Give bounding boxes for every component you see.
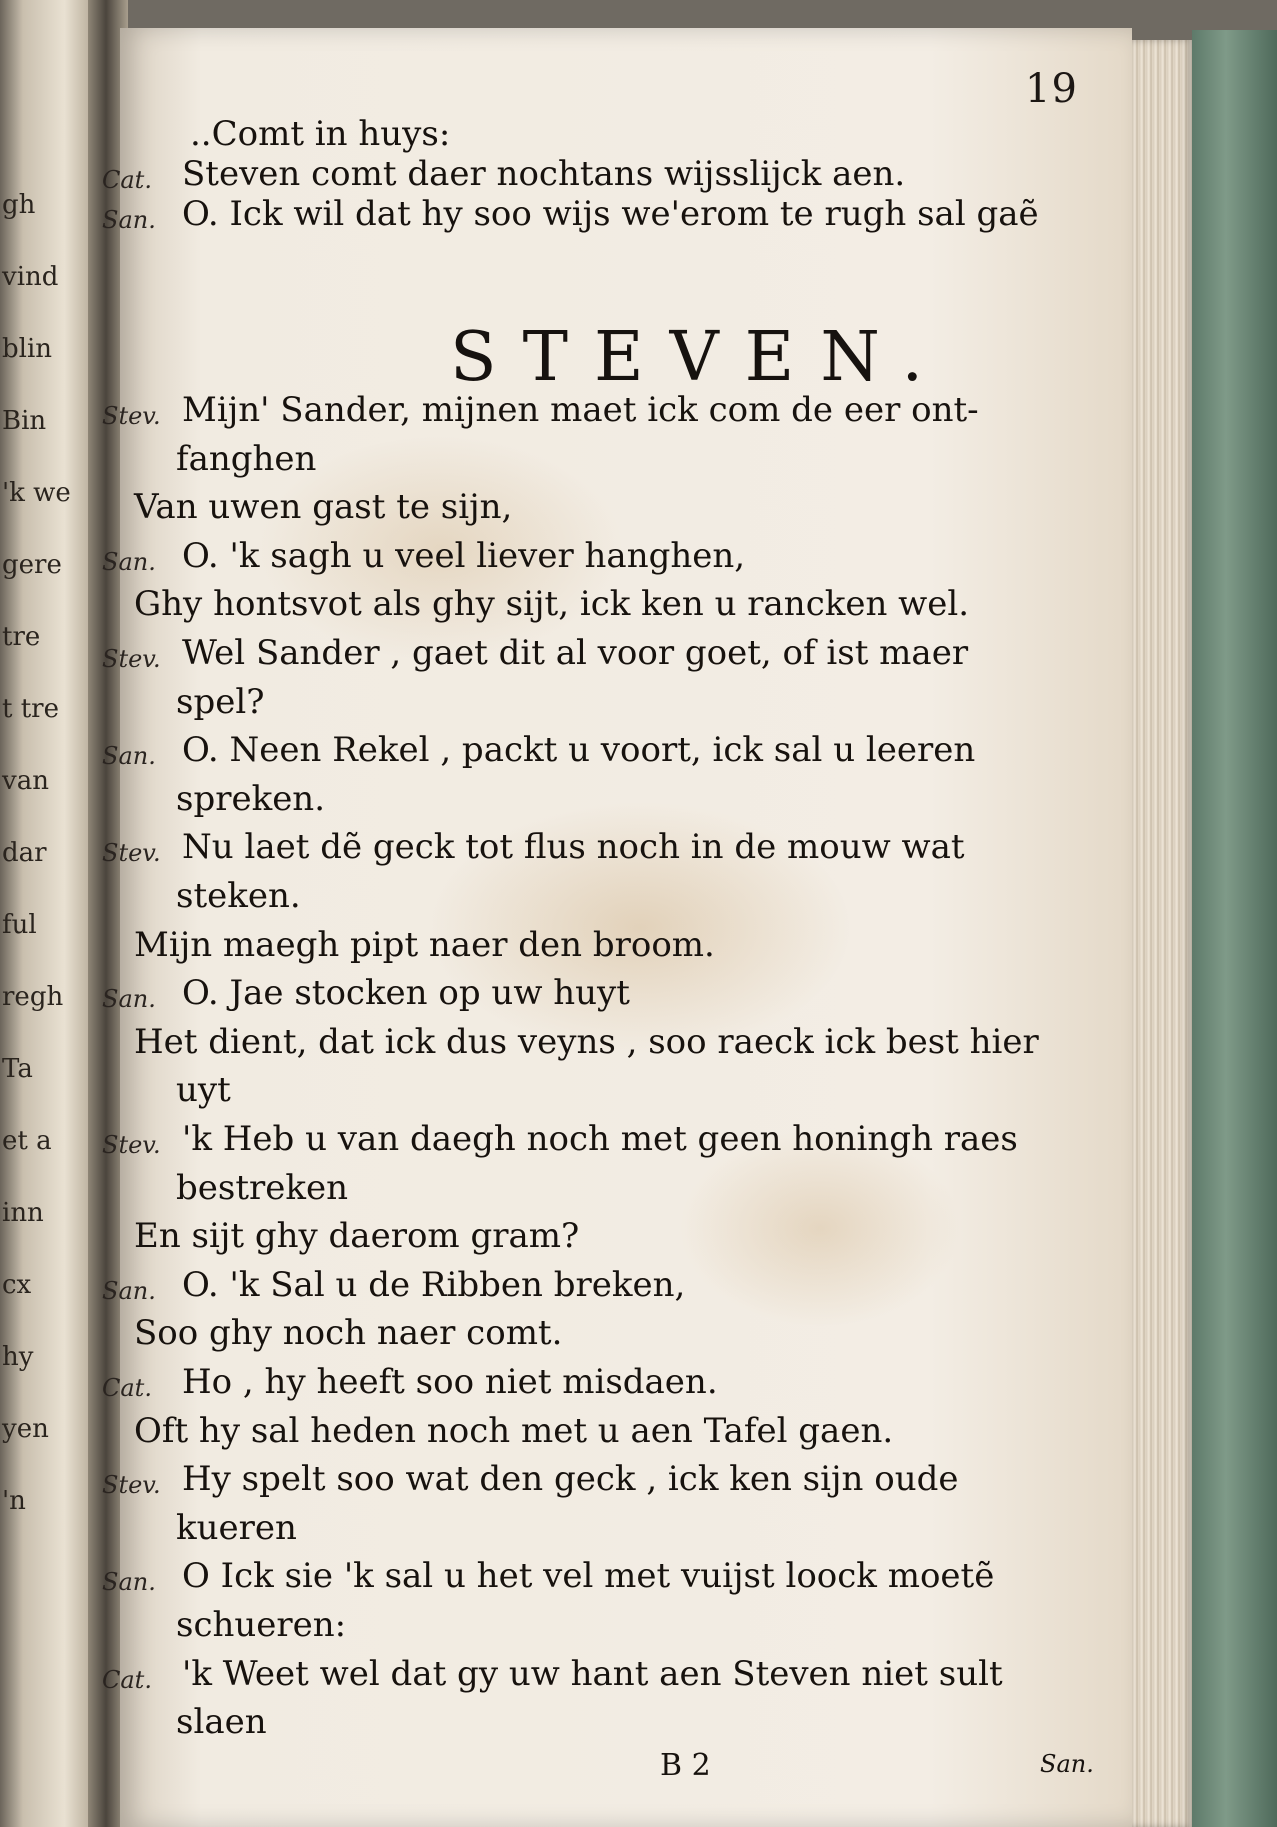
left-facing-page: [0, 0, 92, 1827]
line-text: O. Neen Rekel , packt u voort, ick sal u leeren: [182, 730, 976, 771]
line-text: uyt: [176, 1070, 231, 1111]
page-edges: [1132, 40, 1192, 1827]
catchword: San.: [1040, 1750, 1094, 1778]
line-text: Mijn' Sander, mijnen maet ick com de eer ont-: [182, 390, 979, 430]
line-text: En sijt ghy daerom gram?: [134, 1216, 580, 1257]
line-text: 'k Heb u van daegh noch met geen honingh raes: [182, 1119, 1018, 1159]
left-page-fragment: blin: [2, 334, 53, 364]
speaker-label: San.: [102, 1276, 156, 1305]
left-page-fragment: Ta: [2, 1054, 33, 1084]
line-text: spel?: [176, 681, 265, 722]
left-page-fragment: yen: [2, 1414, 49, 1444]
speaker-label: Stev.: [102, 1471, 161, 1500]
line-text: bestreken: [176, 1167, 348, 1208]
line-text: kueren: [176, 1507, 297, 1548]
line-text: fanghen: [176, 438, 317, 479]
left-page-fragment: vind: [2, 262, 59, 292]
book-cover-edge: [1192, 30, 1277, 1827]
line-text: O. Ick wil dat hy soo wijs we'erom te rugh sal gaẽ: [182, 194, 1039, 234]
left-page-fragment: gere: [2, 550, 62, 580]
line-text: Het dient, dat ick dus veyns , soo raeck ick best hier: [134, 1021, 1039, 1062]
line-text: Ho , hy heeft soo niet misdaen.: [182, 1362, 718, 1402]
speaker-label: San.: [102, 1568, 156, 1597]
line-text: spreken.: [176, 778, 326, 819]
line-text: steken.: [176, 876, 301, 916]
left-page-fragment: gh: [2, 190, 36, 220]
left-page-fragment: tre: [2, 622, 41, 652]
speaker-label: San.: [102, 985, 156, 1014]
speaker-label: San.: [102, 547, 156, 576]
left-page-fragment: 'k we: [2, 478, 71, 508]
left-page-fragment: Bin: [2, 406, 47, 436]
speaker-label: Stev.: [102, 1131, 161, 1159]
line-text: Nu laet dẽ geck tot flus noch in de mouw wat: [182, 827, 965, 868]
left-page-fragment: et a: [2, 1126, 52, 1156]
line-text: O Ick sie 'k sal u het vel met vuijst loock moetẽ: [182, 1556, 995, 1597]
line-text: O. 'k Sal u de Ribben breken,: [182, 1264, 686, 1305]
line-text: Oft hy sal heden noch met u aen Tafel gaen.: [134, 1410, 894, 1451]
left-page-fragment: regh: [2, 982, 64, 1012]
left-page-fragment: inn: [2, 1198, 44, 1228]
speaker-label: Cat.: [102, 166, 152, 194]
speaker-label: Stev.: [102, 645, 161, 673]
left-page-fragment: van: [2, 766, 49, 796]
speaker-label: San.: [102, 742, 156, 771]
signature-mark: B 2: [660, 1748, 711, 1783]
line-text: O. 'k sagh u veel liever hanghen,: [182, 535, 746, 576]
speaker-label: Stev.: [102, 402, 161, 430]
line-text: ..Comt in huys:: [190, 114, 451, 154]
line-text: Ghy hontsvot als ghy sijt, ick ken u rancken wel.: [134, 584, 970, 625]
speaker-label: San.: [102, 206, 156, 234]
left-page-fragment: 'n: [2, 1486, 26, 1516]
book-page: [102, 28, 1132, 1827]
left-page-fragment: dar: [2, 838, 47, 868]
line-text: slaen: [176, 1702, 267, 1743]
line-text: 'k Weet wel dat gy uw hant aen Steven niet sult: [182, 1653, 1003, 1694]
left-page-fragment: ful: [2, 910, 37, 940]
line-text: Soo ghy noch naer comt.: [134, 1313, 563, 1354]
line-text: Wel Sander , gaet dit al voor goet, of ist maer: [182, 633, 969, 673]
left-page-fragment: hy: [2, 1342, 34, 1372]
scene-heading: STEVEN.: [450, 318, 950, 397]
line-text: O. Jae stocken op uw huyt: [182, 973, 630, 1014]
line-text: Mijn maegh pipt naer den broom.: [134, 924, 715, 965]
line-text: Steven comt daer nochtans wijsslijck aen.: [182, 154, 906, 194]
left-page-fragment: cx: [2, 1270, 32, 1300]
line-text: Hy spelt soo wat den geck , ick ken sijn oude: [182, 1459, 959, 1500]
speaker-label: Stev.: [102, 839, 161, 868]
speaker-label: Cat.: [102, 1665, 152, 1694]
page-number: 19: [1025, 66, 1078, 112]
line-text: schueren:: [176, 1605, 347, 1645]
line-text: Van uwen gast te sijn,: [134, 487, 513, 528]
left-page-fragment: t tre: [2, 694, 59, 724]
speaker-label: Cat.: [102, 1374, 152, 1402]
